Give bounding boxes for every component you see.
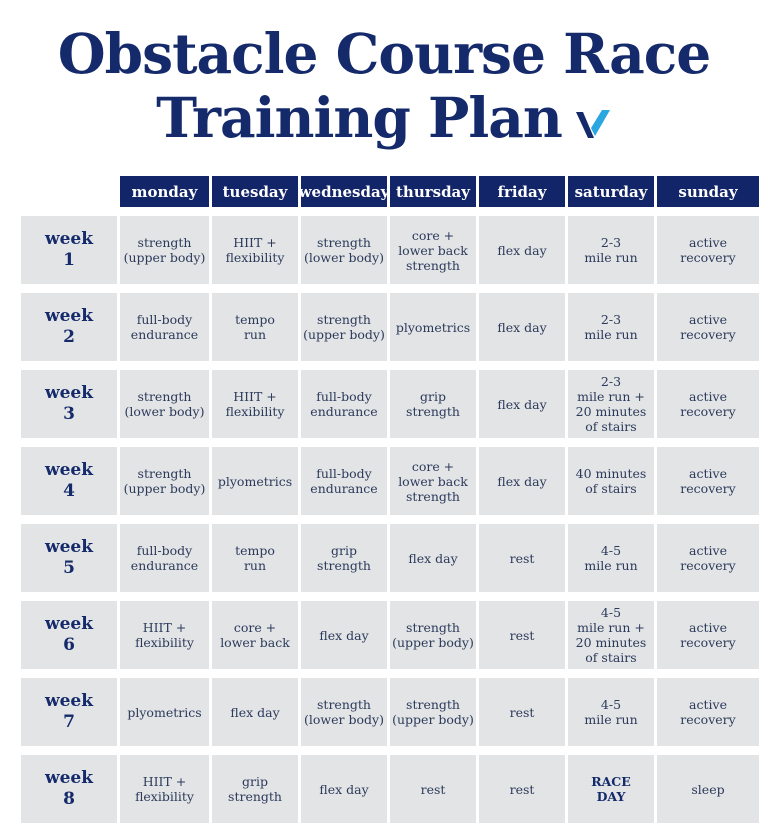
week-word: week <box>44 537 94 557</box>
page-title <box>0 22 768 155</box>
plan-cell-week2-monday: full-body endurance <box>120 293 209 361</box>
plan-cell-week8-tuesday: grip strength <box>212 755 298 823</box>
plan-cell-week4-saturday: 40 minutes of stairs <box>568 447 654 515</box>
week-number: 7 <box>63 712 75 732</box>
week-word: week <box>44 691 94 711</box>
plan-cell-week4-thursday: core + lower back strength <box>390 447 476 515</box>
plan-cell-week6-thursday: strength (upper body) <box>390 601 476 669</box>
plan-cell-week5-thursday: flex day <box>390 524 476 592</box>
plan-cell-week3-friday: flex day <box>479 370 565 438</box>
plan-cell-week5-wednesday: grip strength <box>301 524 387 592</box>
plan-cell-week1-sunday: active recovery <box>657 216 759 284</box>
plan-cell-week4-tuesday: plyometrics <box>212 447 298 515</box>
table-corner <box>21 176 117 207</box>
plan-cell-week5-saturday: 4-5 mile run <box>568 524 654 592</box>
plan-cell-week6-tuesday: core + lower back <box>212 601 298 669</box>
plan-cell-week8-friday: rest <box>479 755 565 823</box>
day-header-monday: monday <box>120 176 209 207</box>
week-number: 3 <box>63 404 75 424</box>
plan-cell-week7-saturday: 4-5 mile run <box>568 678 654 746</box>
plan-cell-week5-friday: rest <box>479 524 565 592</box>
plan-cell-week7-sunday: active recovery <box>657 678 759 746</box>
plan-cell-week1-wednesday: strength (lower body) <box>301 216 387 284</box>
week-number: 5 <box>63 558 75 578</box>
week-word: week <box>44 306 94 326</box>
plan-cell-week7-thursday: strength (upper body) <box>390 678 476 746</box>
training-plan-table <box>21 176 759 823</box>
plan-cell-week1-friday: flex day <box>479 216 565 284</box>
day-header-saturday: saturday <box>568 176 654 207</box>
plan-cell-week1-thursday: core + lower back strength <box>390 216 476 284</box>
plan-cell-week7-wednesday: strength (lower body) <box>301 678 387 746</box>
week-number: 4 <box>63 481 75 501</box>
plan-cell-week5-monday: full-body endurance <box>120 524 209 592</box>
plan-cell-week8-monday: HIIT + flexibility <box>120 755 209 823</box>
week-label-2 <box>21 293 117 361</box>
title-line-2-wrap <box>0 86 768 155</box>
plan-cell-week3-tuesday: HIIT + flexibility <box>212 370 298 438</box>
plan-cell-week1-tuesday: HIIT + flexibility <box>212 216 298 284</box>
plan-cell-week3-wednesday: full-body endurance <box>301 370 387 438</box>
plan-cell-week2-thursday: plyometrics <box>390 293 476 361</box>
plan-cell-week8-sunday: sleep <box>657 755 759 823</box>
day-header-friday: friday <box>479 176 565 207</box>
plan-cell-week5-tuesday: tempo run <box>212 524 298 592</box>
plan-cell-week2-tuesday: tempo run <box>212 293 298 361</box>
week-number: 6 <box>63 635 75 655</box>
v-check-logo-icon <box>574 91 612 155</box>
day-header-tuesday: tuesday <box>212 176 298 207</box>
title-line-1: Obstacle Course Race <box>57 21 711 86</box>
plan-cell-week8-saturday: RACE DAY <box>568 755 654 823</box>
day-header-wednesday: wednesday <box>301 176 387 207</box>
week-label-1 <box>21 216 117 284</box>
day-header-thursday: thursday <box>390 176 476 207</box>
week-word: week <box>44 614 94 634</box>
plan-cell-week5-sunday: active recovery <box>657 524 759 592</box>
plan-cell-week6-sunday: active recovery <box>657 601 759 669</box>
plan-cell-week7-monday: plyometrics <box>120 678 209 746</box>
plan-cell-week2-sunday: active recovery <box>657 293 759 361</box>
plan-cell-week3-thursday: grip strength <box>390 370 476 438</box>
plan-cell-week4-monday: strength (upper body) <box>120 447 209 515</box>
plan-cell-week3-saturday: 2-3 mile run + 20 minutes of stairs <box>568 370 654 438</box>
plan-cell-week6-saturday: 4-5 mile run + 20 minutes of stairs <box>568 601 654 669</box>
week-label-6 <box>21 601 117 669</box>
plan-cell-week8-wednesday: flex day <box>301 755 387 823</box>
week-word: week <box>44 460 94 480</box>
week-label-8 <box>21 755 117 823</box>
plan-cell-week2-saturday: 2-3 mile run <box>568 293 654 361</box>
week-label-5 <box>21 524 117 592</box>
week-number: 8 <box>63 789 75 809</box>
plan-cell-week6-wednesday: flex day <box>301 601 387 669</box>
plan-cell-week4-friday: flex day <box>479 447 565 515</box>
plan-cell-week6-monday: HIIT + flexibility <box>120 601 209 669</box>
plan-cell-week2-friday: flex day <box>479 293 565 361</box>
week-label-4 <box>21 447 117 515</box>
plan-cell-week7-tuesday: flex day <box>212 678 298 746</box>
plan-cell-week1-saturday: 2-3 mile run <box>568 216 654 284</box>
plan-cell-week3-sunday: active recovery <box>657 370 759 438</box>
week-label-7 <box>21 678 117 746</box>
week-number: 2 <box>63 327 75 347</box>
week-word: week <box>44 229 94 249</box>
day-header-sunday: sunday <box>657 176 759 207</box>
plan-cell-week7-friday: rest <box>479 678 565 746</box>
plan-cell-week6-friday: rest <box>479 601 565 669</box>
plan-cell-week3-monday: strength (lower body) <box>120 370 209 438</box>
plan-cell-week8-thursday: rest <box>390 755 476 823</box>
week-number: 1 <box>63 250 75 270</box>
plan-cell-week4-sunday: active recovery <box>657 447 759 515</box>
week-word: week <box>44 768 94 788</box>
plan-cell-week2-wednesday: strength (upper body) <box>301 293 387 361</box>
week-word: week <box>44 383 94 403</box>
plan-cell-week1-monday: strength (upper body) <box>120 216 209 284</box>
week-label-3 <box>21 370 117 438</box>
plan-cell-week4-wednesday: full-body endurance <box>301 447 387 515</box>
title-line-2: Training Plan <box>156 85 562 150</box>
